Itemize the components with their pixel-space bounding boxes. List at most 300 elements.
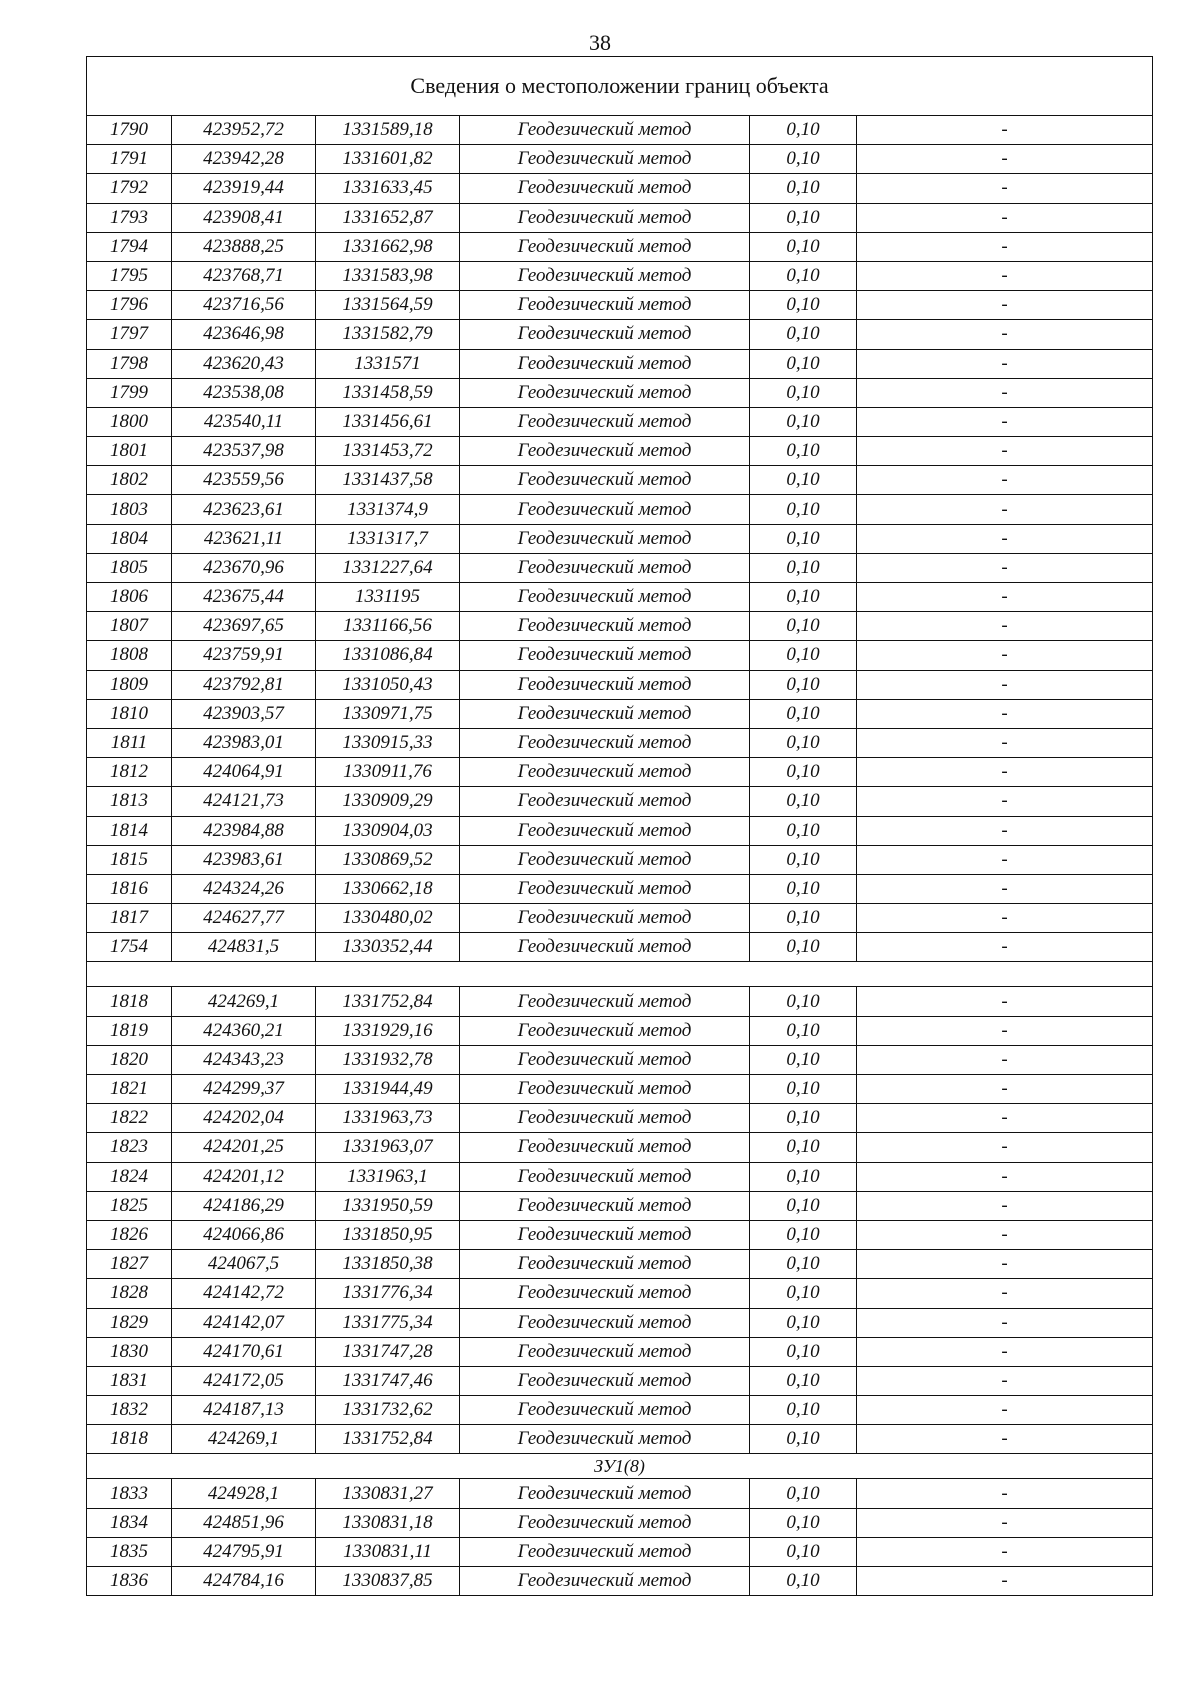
accuracy-cell: 0,10: [750, 1508, 857, 1537]
table-row: [87, 203, 1153, 232]
point-number-cell: 1795: [87, 261, 172, 290]
method-cell: Геодезический метод: [460, 787, 750, 816]
description-cell: -: [857, 1308, 1153, 1337]
description-cell: -: [857, 553, 1153, 582]
method-cell: Геодезический метод: [460, 904, 750, 933]
x-coordinate-cell: 424831,5: [172, 933, 316, 962]
description-cell: -: [857, 758, 1153, 787]
point-number-cell: 1828: [87, 1279, 172, 1308]
point-number-cell: 1791: [87, 145, 172, 174]
accuracy-cell: 0,10: [750, 553, 857, 582]
y-coordinate-cell: 1331752,84: [316, 987, 460, 1016]
table-row: [87, 466, 1153, 495]
accuracy-cell: 0,10: [750, 495, 857, 524]
description-cell: -: [857, 1425, 1153, 1454]
x-coordinate-cell: 424142,72: [172, 1279, 316, 1308]
method-cell: Геодезический метод: [460, 1308, 750, 1337]
table-row: [87, 1479, 1153, 1508]
method-cell: Геодезический метод: [460, 816, 750, 845]
description-cell: -: [857, 437, 1153, 466]
accuracy-cell: 0,10: [750, 437, 857, 466]
table-row: [87, 787, 1153, 816]
table-row: [87, 758, 1153, 787]
x-coordinate-cell: 423559,56: [172, 466, 316, 495]
method-cell: Геодезический метод: [460, 1045, 750, 1074]
y-coordinate-cell: 1330662,18: [316, 874, 460, 903]
accuracy-cell: 0,10: [750, 1366, 857, 1395]
x-coordinate-cell: 424851,96: [172, 1508, 316, 1537]
point-number-cell: 1802: [87, 466, 172, 495]
x-coordinate-cell: 424121,73: [172, 787, 316, 816]
method-cell: Геодезический метод: [460, 378, 750, 407]
point-number-cell: 1815: [87, 845, 172, 874]
accuracy-cell: 0,10: [750, 1162, 857, 1191]
method-cell: Геодезический метод: [460, 1366, 750, 1395]
method-cell: Геодезический метод: [460, 1567, 750, 1596]
method-cell: Геодезический метод: [460, 1162, 750, 1191]
description-cell: -: [857, 728, 1153, 757]
method-cell: Геодезический метод: [460, 1425, 750, 1454]
x-coordinate-cell: 423538,08: [172, 378, 316, 407]
x-coordinate-cell: 423540,11: [172, 407, 316, 436]
table-row: [87, 1366, 1153, 1395]
table-row: [87, 1075, 1153, 1104]
section-label: ЗУ1(8): [87, 1454, 1153, 1479]
y-coordinate-cell: 1330909,29: [316, 787, 460, 816]
point-number-cell: 1813: [87, 787, 172, 816]
point-number-cell: 1821: [87, 1075, 172, 1104]
point-number-cell: 1834: [87, 1508, 172, 1537]
accuracy-cell: 0,10: [750, 1337, 857, 1366]
method-cell: Геодезический метод: [460, 320, 750, 349]
table-row: [87, 524, 1153, 553]
point-number-cell: 1801: [87, 437, 172, 466]
point-number-cell: 1796: [87, 291, 172, 320]
table-row: [87, 987, 1153, 1016]
point-number-cell: 1830: [87, 1337, 172, 1366]
accuracy-cell: 0,10: [750, 116, 857, 145]
accuracy-cell: 0,10: [750, 787, 857, 816]
y-coordinate-cell: 1331747,28: [316, 1337, 460, 1366]
y-coordinate-cell: 1331317,7: [316, 524, 460, 553]
table-row: [87, 1016, 1153, 1045]
y-coordinate-cell: 1331652,87: [316, 203, 460, 232]
point-number-cell: 1819: [87, 1016, 172, 1045]
table-title: Сведения о местоположении границ объекта: [87, 57, 1153, 116]
table-row: [87, 1220, 1153, 1249]
separator-cell: [87, 962, 1153, 987]
accuracy-cell: 0,10: [750, 728, 857, 757]
point-number-cell: 1799: [87, 378, 172, 407]
method-cell: Геодезический метод: [460, 466, 750, 495]
x-coordinate-cell: 423984,88: [172, 816, 316, 845]
description-cell: -: [857, 174, 1153, 203]
y-coordinate-cell: 1331086,84: [316, 641, 460, 670]
x-coordinate-cell: 424784,16: [172, 1567, 316, 1596]
accuracy-cell: 0,10: [750, 933, 857, 962]
y-coordinate-cell: 1331601,82: [316, 145, 460, 174]
x-coordinate-cell: 424186,29: [172, 1191, 316, 1220]
x-coordinate-cell: 424269,1: [172, 987, 316, 1016]
description-cell: -: [857, 349, 1153, 378]
method-cell: Геодезический метод: [460, 349, 750, 378]
description-cell: -: [857, 116, 1153, 145]
point-number-cell: 1808: [87, 641, 172, 670]
description-cell: -: [857, 1250, 1153, 1279]
accuracy-cell: 0,10: [750, 845, 857, 874]
description-cell: -: [857, 1479, 1153, 1508]
table-row: [87, 261, 1153, 290]
method-cell: Геодезический метод: [460, 407, 750, 436]
point-number-cell: 1836: [87, 1567, 172, 1596]
x-coordinate-cell: 423646,98: [172, 320, 316, 349]
y-coordinate-cell: 1330915,33: [316, 728, 460, 757]
accuracy-cell: 0,10: [750, 291, 857, 320]
x-coordinate-cell: 423537,98: [172, 437, 316, 466]
point-number-cell: 1818: [87, 1425, 172, 1454]
accuracy-cell: 0,10: [750, 874, 857, 903]
y-coordinate-cell: 1331932,78: [316, 1045, 460, 1074]
method-cell: Геодезический метод: [460, 1537, 750, 1566]
table-row: [87, 641, 1153, 670]
y-coordinate-cell: 1331963,07: [316, 1133, 460, 1162]
y-coordinate-cell: 1331195: [316, 583, 460, 612]
point-number-cell: 1793: [87, 203, 172, 232]
table-row: [87, 845, 1153, 874]
table-row: [87, 495, 1153, 524]
method-cell: Геодезический метод: [460, 1279, 750, 1308]
table-body: [87, 57, 1153, 1596]
y-coordinate-cell: 1331944,49: [316, 1075, 460, 1104]
method-cell: Геодезический метод: [460, 1220, 750, 1249]
y-coordinate-cell: 1331458,59: [316, 378, 460, 407]
description-cell: -: [857, 378, 1153, 407]
x-coordinate-cell: 423670,96: [172, 553, 316, 582]
table-row: [87, 1133, 1153, 1162]
description-cell: -: [857, 1279, 1153, 1308]
x-coordinate-cell: 423697,65: [172, 612, 316, 641]
description-cell: -: [857, 904, 1153, 933]
description-cell: -: [857, 1075, 1153, 1104]
table-row: [87, 437, 1153, 466]
accuracy-cell: 0,10: [750, 612, 857, 641]
x-coordinate-cell: 423621,11: [172, 524, 316, 553]
table-row: [87, 904, 1153, 933]
accuracy-cell: 0,10: [750, 232, 857, 261]
y-coordinate-cell: 1331374,9: [316, 495, 460, 524]
x-coordinate-cell: 424187,13: [172, 1396, 316, 1425]
table-row: [87, 145, 1153, 174]
table-row: [87, 1337, 1153, 1366]
x-coordinate-cell: 423620,43: [172, 349, 316, 378]
point-number-cell: 1754: [87, 933, 172, 962]
accuracy-cell: 0,10: [750, 1250, 857, 1279]
accuracy-cell: 0,10: [750, 1191, 857, 1220]
point-number-cell: 1827: [87, 1250, 172, 1279]
x-coordinate-cell: 423623,61: [172, 495, 316, 524]
y-coordinate-cell: 1331950,59: [316, 1191, 460, 1220]
method-cell: Геодезический метод: [460, 1479, 750, 1508]
table-row: [87, 612, 1153, 641]
description-cell: -: [857, 407, 1153, 436]
x-coordinate-cell: 423675,44: [172, 583, 316, 612]
accuracy-cell: 0,10: [750, 174, 857, 203]
point-number-cell: 1816: [87, 874, 172, 903]
method-cell: Геодезический метод: [460, 1337, 750, 1366]
point-number-cell: 1803: [87, 495, 172, 524]
x-coordinate-cell: 424627,77: [172, 904, 316, 933]
y-coordinate-cell: 1331227,64: [316, 553, 460, 582]
method-cell: Геодезический метод: [460, 261, 750, 290]
description-cell: -: [857, 1191, 1153, 1220]
x-coordinate-cell: 423716,56: [172, 291, 316, 320]
description-cell: -: [857, 261, 1153, 290]
description-cell: -: [857, 787, 1153, 816]
point-number-cell: 1822: [87, 1104, 172, 1133]
y-coordinate-cell: 1330831,18: [316, 1508, 460, 1537]
x-coordinate-cell: 424201,12: [172, 1162, 316, 1191]
method-cell: Геодезический метод: [460, 232, 750, 261]
x-coordinate-cell: 424269,1: [172, 1425, 316, 1454]
accuracy-cell: 0,10: [750, 1133, 857, 1162]
table-row: [87, 874, 1153, 903]
point-number-cell: 1794: [87, 232, 172, 261]
x-coordinate-cell: 423919,44: [172, 174, 316, 203]
description-cell: -: [857, 203, 1153, 232]
accuracy-cell: 0,10: [750, 524, 857, 553]
y-coordinate-cell: 1331589,18: [316, 116, 460, 145]
y-coordinate-cell: 1331929,16: [316, 1016, 460, 1045]
method-cell: Геодезический метод: [460, 612, 750, 641]
accuracy-cell: 0,10: [750, 261, 857, 290]
description-cell: -: [857, 641, 1153, 670]
boundary-coordinates-table: [86, 56, 1153, 1596]
y-coordinate-cell: 1331453,72: [316, 437, 460, 466]
table-row: [87, 378, 1153, 407]
point-number-cell: 1817: [87, 904, 172, 933]
x-coordinate-cell: 423908,41: [172, 203, 316, 232]
description-cell: -: [857, 145, 1153, 174]
method-cell: Геодезический метод: [460, 495, 750, 524]
description-cell: -: [857, 1133, 1153, 1162]
x-coordinate-cell: 424142,07: [172, 1308, 316, 1337]
table-row: [87, 1191, 1153, 1220]
y-coordinate-cell: 1331583,98: [316, 261, 460, 290]
y-coordinate-cell: 1331571: [316, 349, 460, 378]
accuracy-cell: 0,10: [750, 1016, 857, 1045]
table-row: [87, 933, 1153, 962]
method-cell: Геодезический метод: [460, 1250, 750, 1279]
x-coordinate-cell: 423903,57: [172, 699, 316, 728]
description-cell: -: [857, 1396, 1153, 1425]
method-cell: Геодезический метод: [460, 437, 750, 466]
accuracy-cell: 0,10: [750, 641, 857, 670]
point-number-cell: 1790: [87, 116, 172, 145]
method-cell: Геодезический метод: [460, 987, 750, 1016]
table-row: [87, 320, 1153, 349]
method-cell: Геодезический метод: [460, 699, 750, 728]
y-coordinate-cell: 1331050,43: [316, 670, 460, 699]
y-coordinate-cell: 1331963,1: [316, 1162, 460, 1191]
table-row: [87, 816, 1153, 845]
accuracy-cell: 0,10: [750, 1308, 857, 1337]
accuracy-cell: 0,10: [750, 203, 857, 232]
point-number-cell: 1829: [87, 1308, 172, 1337]
point-number-cell: 1835: [87, 1537, 172, 1566]
accuracy-cell: 0,10: [750, 320, 857, 349]
table-row: [87, 1250, 1153, 1279]
description-cell: -: [857, 1508, 1153, 1537]
point-number-cell: 1824: [87, 1162, 172, 1191]
method-cell: Геодезический метод: [460, 641, 750, 670]
description-cell: -: [857, 1337, 1153, 1366]
description-cell: -: [857, 232, 1153, 261]
x-coordinate-cell: 424928,1: [172, 1479, 316, 1508]
point-number-cell: 1825: [87, 1191, 172, 1220]
x-coordinate-cell: 423792,81: [172, 670, 316, 699]
x-coordinate-cell: 423983,01: [172, 728, 316, 757]
table-row: [87, 1537, 1153, 1566]
accuracy-cell: 0,10: [750, 145, 857, 174]
y-coordinate-cell: 1331775,34: [316, 1308, 460, 1337]
accuracy-cell: 0,10: [750, 816, 857, 845]
table-row: [87, 670, 1153, 699]
point-number-cell: 1810: [87, 699, 172, 728]
y-coordinate-cell: 1331564,59: [316, 291, 460, 320]
y-coordinate-cell: 1330869,52: [316, 845, 460, 874]
method-cell: Геодезический метод: [460, 670, 750, 699]
point-number-cell: 1792: [87, 174, 172, 203]
x-coordinate-cell: 423952,72: [172, 116, 316, 145]
x-coordinate-cell: 424795,91: [172, 1537, 316, 1566]
point-number-cell: 1800: [87, 407, 172, 436]
table-row: [87, 728, 1153, 757]
accuracy-cell: 0,10: [750, 1479, 857, 1508]
table-row: [87, 1045, 1153, 1074]
point-number-cell: 1823: [87, 1133, 172, 1162]
y-coordinate-cell: 1331456,61: [316, 407, 460, 436]
description-cell: -: [857, 933, 1153, 962]
description-cell: -: [857, 1045, 1153, 1074]
accuracy-cell: 0,10: [750, 1279, 857, 1308]
y-coordinate-cell: 1331850,38: [316, 1250, 460, 1279]
x-coordinate-cell: 424324,26: [172, 874, 316, 903]
accuracy-cell: 0,10: [750, 1220, 857, 1249]
table-row: [87, 116, 1153, 145]
x-coordinate-cell: 424066,86: [172, 1220, 316, 1249]
accuracy-cell: 0,10: [750, 1075, 857, 1104]
section-header-row: [87, 1454, 1153, 1479]
method-cell: Геодезический метод: [460, 728, 750, 757]
point-number-cell: 1807: [87, 612, 172, 641]
x-coordinate-cell: 424064,91: [172, 758, 316, 787]
y-coordinate-cell: 1331732,62: [316, 1396, 460, 1425]
y-coordinate-cell: 1331776,34: [316, 1279, 460, 1308]
point-number-cell: 1805: [87, 553, 172, 582]
method-cell: Геодезический метод: [460, 1133, 750, 1162]
y-coordinate-cell: 1331437,58: [316, 466, 460, 495]
method-cell: Геодезический метод: [460, 758, 750, 787]
accuracy-cell: 0,10: [750, 758, 857, 787]
description-cell: -: [857, 524, 1153, 553]
table-row: [87, 349, 1153, 378]
point-number-cell: 1831: [87, 1366, 172, 1395]
table-row: [87, 583, 1153, 612]
x-coordinate-cell: 423942,28: [172, 145, 316, 174]
description-cell: -: [857, 495, 1153, 524]
accuracy-cell: 0,10: [750, 987, 857, 1016]
x-coordinate-cell: 424202,04: [172, 1104, 316, 1133]
y-coordinate-cell: 1331633,45: [316, 174, 460, 203]
page-number: 38: [589, 30, 611, 55]
method-cell: Геодезический метод: [460, 1104, 750, 1133]
y-coordinate-cell: 1330837,85: [316, 1567, 460, 1596]
y-coordinate-cell: 1331850,95: [316, 1220, 460, 1249]
method-cell: Геодезический метод: [460, 933, 750, 962]
point-number-cell: 1804: [87, 524, 172, 553]
description-cell: -: [857, 1162, 1153, 1191]
y-coordinate-cell: 1330911,76: [316, 758, 460, 787]
x-coordinate-cell: 424201,25: [172, 1133, 316, 1162]
y-coordinate-cell: 1331582,79: [316, 320, 460, 349]
y-coordinate-cell: 1330904,03: [316, 816, 460, 845]
description-cell: -: [857, 466, 1153, 495]
accuracy-cell: 0,10: [750, 583, 857, 612]
accuracy-cell: 0,10: [750, 466, 857, 495]
description-cell: -: [857, 1537, 1153, 1566]
description-cell: -: [857, 291, 1153, 320]
x-coordinate-cell: 423888,25: [172, 232, 316, 261]
table-row: [87, 407, 1153, 436]
method-cell: Геодезический метод: [460, 174, 750, 203]
description-cell: -: [857, 1366, 1153, 1395]
y-coordinate-cell: 1331747,46: [316, 1366, 460, 1395]
x-coordinate-cell: 424172,05: [172, 1366, 316, 1395]
y-coordinate-cell: 1330831,11: [316, 1537, 460, 1566]
point-number-cell: 1812: [87, 758, 172, 787]
description-cell: -: [857, 320, 1153, 349]
point-number-cell: 1811: [87, 728, 172, 757]
method-cell: Геодезический метод: [460, 524, 750, 553]
method-cell: Геодезический метод: [460, 203, 750, 232]
x-coordinate-cell: 424343,23: [172, 1045, 316, 1074]
method-cell: Геодезический метод: [460, 583, 750, 612]
accuracy-cell: 0,10: [750, 1567, 857, 1596]
description-cell: -: [857, 874, 1153, 903]
table-row: [87, 1396, 1153, 1425]
method-cell: Геодезический метод: [460, 553, 750, 582]
table-row: [87, 1425, 1153, 1454]
accuracy-cell: 0,10: [750, 1425, 857, 1454]
x-coordinate-cell: 423759,91: [172, 641, 316, 670]
table-row: [87, 291, 1153, 320]
description-cell: -: [857, 816, 1153, 845]
description-cell: -: [857, 845, 1153, 874]
accuracy-cell: 0,10: [750, 1104, 857, 1133]
y-coordinate-cell: 1330352,44: [316, 933, 460, 962]
point-number-cell: 1798: [87, 349, 172, 378]
description-cell: -: [857, 1104, 1153, 1133]
y-coordinate-cell: 1331963,73: [316, 1104, 460, 1133]
description-cell: -: [857, 670, 1153, 699]
table-row: [87, 1104, 1153, 1133]
description-cell: -: [857, 1220, 1153, 1249]
method-cell: Геодезический метод: [460, 116, 750, 145]
method-cell: Геодезический метод: [460, 845, 750, 874]
accuracy-cell: 0,10: [750, 349, 857, 378]
accuracy-cell: 0,10: [750, 904, 857, 933]
x-coordinate-cell: 424170,61: [172, 1337, 316, 1366]
